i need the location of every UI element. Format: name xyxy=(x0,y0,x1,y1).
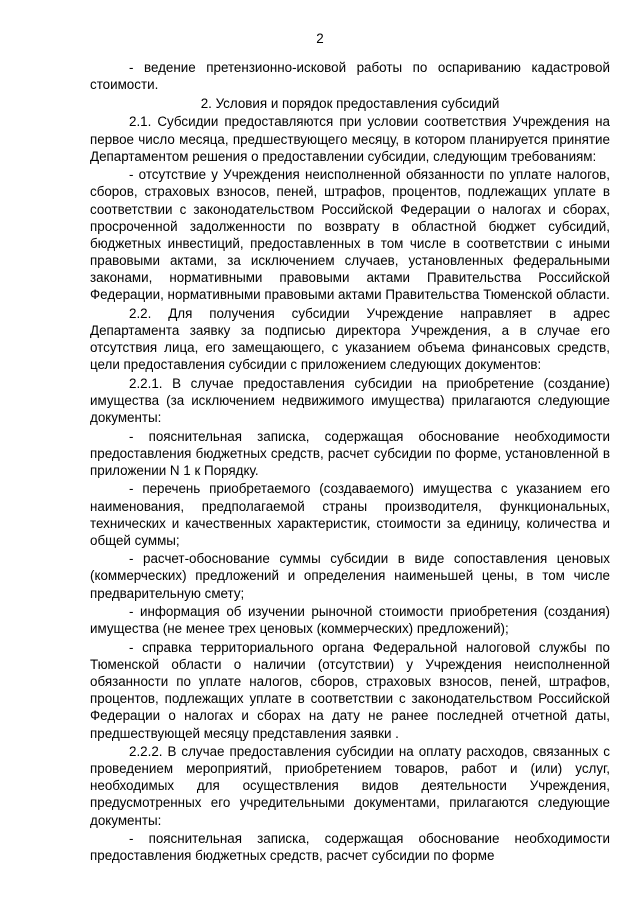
paragraph-cost-justification: - расчет-обоснование суммы субсидии в виде сопоставления ценовых (коммерческих) предложений и определения наименьшей цены, в том числе предварительную смету; xyxy=(90,551,610,601)
paragraph-2-2-2: 2.2.2. В случае предоставления субсидии на оплату расходов, связанных с проведением мероприятий, приобретением товаров, работ и (или) услуг, необходимых для осуществления видов деятельности Учреждения, предусмотренных его учредительными документами, прилагаются следующие документы: xyxy=(90,744,610,828)
paragraph-market-study: - информация об изучении рыночной стоимости приобретения (создания) имущества (не менее трех ценовых (коммерческих) предложений); xyxy=(90,604,610,637)
paragraph-2-1: 2.1. Субсидии предоставляются при условии соответствия Учреждения на первое число месяца, предшествующего месяцу, в котором планируется принятие Департаментом решения о предоставлении субсидии, следующим требованиям: xyxy=(90,114,610,164)
paragraph-cadastral-value: - ведение претензионно-исковой работы по оспариванию кадастровой стоимости. xyxy=(90,60,610,93)
paragraph-explanatory-note: - пояснительная записка, содержащая обоснование необходимости предоставления бюджетных средств, расчет субсидии по форме, установленной в приложении N 1 к Порядку. xyxy=(90,428,610,478)
paragraph-property-list: - перечень приобретаемого (создаваемого) имущества с указанием его наименования, предполагаемой страны производителя, функциональных, технических и качественных характеристик, стоимости за единицу, количества и общей суммы; xyxy=(90,481,610,548)
paragraph-explanatory-note-2: - пояснительная записка, содержащая обоснование необходимости предоставления бюджетных средств, расчет субсидии по форме xyxy=(90,831,610,864)
paragraph-2-2-1: 2.2.1. В случае предоставления субсидии на приобретение (создание) имущества (за исключением недвижимого имущества) прилагаются следующие документы: xyxy=(90,375,610,425)
paragraph-tax-certificate: - справка территориального органа Федеральной налоговой службы по Тюменской области о наличии (отсутствии) у Учреждения неисполненной обязанности по уплате налогов, сборов, страховых взносов, пеней, штрафов, процентов, подлежащих уплате в соответствии с законодательством Российской Федерации о налогах и сборах на дату не ранее последней отчетной даты, предшествующей месяцу представления заявки . xyxy=(90,640,610,741)
paragraph-2-2: 2.2. Для получения субсидии Учреждение направляет в адрес Департамента заявку за подписью директора Учреждения, а в случае его отсутствия лица, его замещающего, с указанием объема финансовых средств, цели предоставления субсидии с приложением следующих документов: xyxy=(90,305,610,372)
section-heading: 2. Условия и порядок предоставления субсидий xyxy=(200,95,500,111)
document-body xyxy=(90,59,610,866)
paragraph-no-debt-requirement: - отсутствие у Учреждения неисполненной обязанности по уплате налогов, сборов, страховых взносов, пеней, штрафов, процентов, подлежащих уплате в соответствии с законодательством Российской Федерации о налогах и сборах, просроченной задолженности по возврату в областной бюджет субсидий, бюджетных инвестиций, предоставленных в том числе в соответствии с иными правовыми актами, за исключением случаев, установленных федеральными законами, нормативными правовыми актами Правительства Российской Федерации, нормативными правовыми актами Правительства Тюменской области. xyxy=(90,167,610,302)
page-number: 2 xyxy=(316,31,324,46)
